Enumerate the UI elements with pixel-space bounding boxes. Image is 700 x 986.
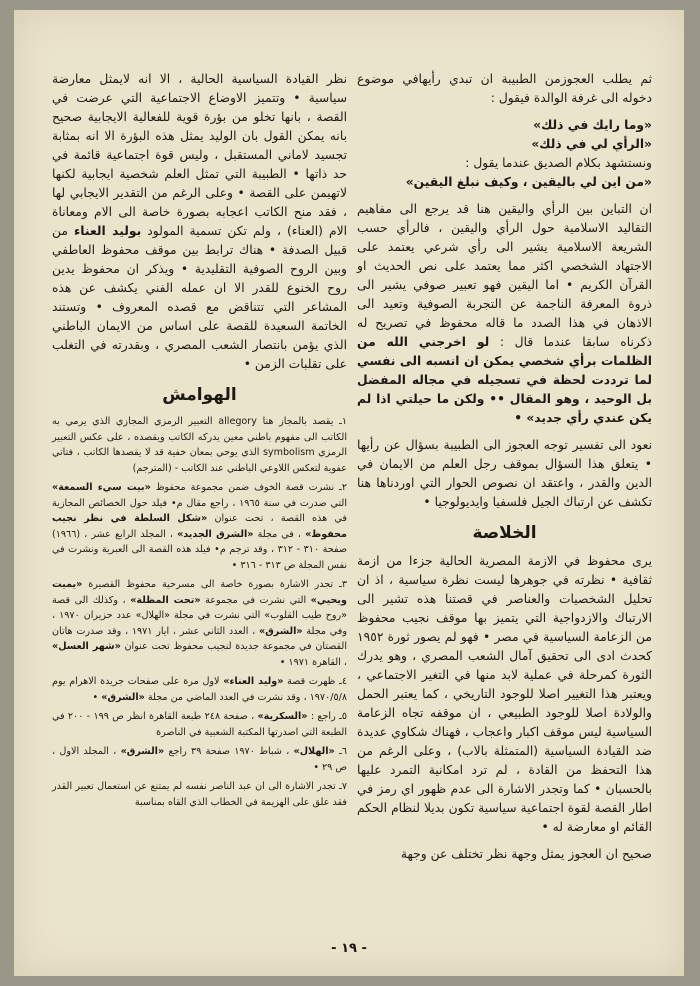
footnote-text: ١ـ يقصد بالمجاز هنا [262, 416, 347, 427]
footnote-text: ٢ـ نشرت قصة الخوف ضمن مجموعة محفوظ [155, 482, 347, 493]
paragraph [357, 200, 652, 428]
paragraph: صحيح ان العجوز يمثل وجهة نظر تختلف عن وجهة [400, 847, 652, 861]
footnote [52, 480, 347, 573]
footnote-text: ٥ـ راجع : [310, 711, 347, 722]
footnote-text: ، شباط ١٩٧٠ صفحة ٣٩ راجع [168, 746, 290, 757]
footnote-english-term: allegory [218, 416, 257, 427]
footnote [52, 577, 347, 670]
left-column [52, 70, 347, 814]
paragraph-text: ان التباين بين الرأي واليقين هنا قد يرجع الى مفاهيم التقاليد الاسلامية حول الرأي واليقين ، فالرأي حسب الشريعة الاسلامية يشير الى رأي شرعي يعتمد على الاجتهاد الشخصي اكثر مما يعتمد على نص الحديث او القرآن الكريم • اما اليقين فهو تعبير صوفي يشير الى ذروة المعرفة الناجمة عن التجربة الصوفية وتعيد الى الاذهان في هذا الصدد ما قاله محفوظ في تصريح له ذكرناه سابقا عندما قال : [357, 202, 652, 349]
footnote-text: ، صفحة ٢٤٨ طبعة القاهرة انظر ص ١٩٩ - ٢٠٠ في الطبعة التي اصدرتها المكتبة الشعبية في الناصرة [52, 711, 347, 738]
footnote-text: التي صدرت في سنة ١٩٦٥ ، راجع مقال م• فيلد حول الخصائص المجازية في هذه القصة ، تحت عنوان [52, 497, 347, 524]
footnote: ٧ـ تجدر الاشارة الى ان عبد الناصر نفسه لم يمتنع عن استعمال تعبير القدر فقد علق على الهزيمة في الخطاب الذي القاه بمناسبة [52, 781, 347, 808]
paragraph-text: نظر القيادة السياسية الحالية ، الا انه لايمثل معارضة سياسية • وتتميز الاوضاع الاجتماعية التي عرضت في القصة ، بانها تخلو من بؤرة قوية للفعالية الايجابية صحيح بانه يمكن القول بان الوليد يمثل هذه البؤرة الا انه بمثابة تجسيد لاماني المستقبل ، وليس قوة اجتماعية قائمة في حد ذاتها • الطبيبة التي تمثل العلم شخصية ايجابية لكنها لاتهيمن على القصة • وعلى الرغم من التقدير الايجابي لها ، فقد منح الكاتب اعجابه بصورة خاصة الى الام ومعاناة الام (العناء) ، ولم تكن تسمية المولود [52, 72, 347, 238]
footnote [52, 744, 347, 775]
quote: «من اين لي باليقين ، وكيف نبلغ اليقين» [405, 175, 652, 189]
paragraph [52, 70, 347, 374]
quote: «وما رايك في ذلك» [533, 118, 652, 132]
paragraph: يرى محفوظ في الازمة المصرية الحالية جزءا من ازمة ثقافية • نظرته في جوهرها ليست نظرة سياسية ، اذ ان تحليل الشخصيات والعناصر في قصتنا هذه تشير الى الارتباك والازدواجية التي يتميز بها موقف نجيب محفوظ من الزعامة السياسية في مصر • فهو لم يصور ثورة ١٩٥٢ كحدث ادى الى تحقيق آمال الشعب المصري ، وهو يدرك الثورة كمرحلة في عملية لابد منها في التغير الاجتماعي ، ويعتبر هذا التغيير اصلا للوجود التاريخي ، كما يعتبر الحمل والولادة اصلا للوجود الطبيعي ، ان موقفه تجاه الزعامة السياسية ليس موقف اكبار واعجاب ، فهناك شكاوي عديدة ضد القيادة السياسية (المتمثلة بالاب) ، وعلى الرغم من هذا التحفظ من القادة ، لم ترد امكانية التمرد عليها بالحسبان • كما وتجدر الاشارة الى عدم ظهور اي رمز في اطار القصة لقوة اجتماعية سياسية تكون بديلا لنظام الحكم القائم او معارضة له • [357, 554, 652, 834]
footnote-text: ، وكذلك الى قصة «روح طيب القلوب» التي نشرت في مجلة «الهلال» عدد حزيران ١٩٧٠ ، وفي مجلة [52, 594, 347, 637]
right-column [357, 70, 652, 872]
footnote-text: ٦ـ [339, 746, 347, 757]
paragraph-quote: لو اخرجني الله من الظلمات برأي شخصي يمكن ان انسبه الى نفسي لما ترددت لحظة في تسجيله في مجاله المفضل بل الوحيد ، وهو المقال •• ولكن ما حيلتي اذا لم يكن عندي رأي جديد» • [357, 335, 652, 425]
footnote-text: لاول مرة على صفحات جريدة الاهرام يوم ١٩٧٠/٥/٨ ، وقد نشرت في العدد الماضي من مجلة [52, 676, 347, 703]
footnote-title: «السكرية» [257, 711, 308, 722]
notes-heading: الهوامش [162, 385, 237, 405]
footnote-text: ، المجلد الاول ، ص ٢٩ • [52, 746, 347, 773]
footnote-title: «الشرق» [120, 746, 165, 757]
footnote-text: التعبير الرمزي المجازي الذي يرمي به الكاتب الى مفهوم باطني معين يدركه الكاتب ويقصده ، على عكس التعبير الرمزي [52, 416, 347, 458]
page-number: - ١٩ - [331, 941, 367, 956]
footnote-english-term: symbolism [262, 447, 315, 458]
footnote [52, 414, 347, 476]
footnote-title: «شهر العسل» [52, 641, 121, 652]
footnote-text: ، في مجلة [257, 528, 301, 540]
footnote-title: «تحت المظلة» [130, 594, 201, 606]
conclusion-heading: الخلاصة [472, 523, 537, 543]
footnote-title: «شكل السلطة في نظر نجيب محفوظ» [52, 513, 347, 540]
magazine-page [14, 10, 684, 976]
footnote-text: ، المجلد الرابع عشر ، (١٩٦٦) صفحة ٣١٠ - ٣١٢ ، وقد ترجم م• فيلد هذه القصة الى العبرية ونشرت في نفس المجلة ص ٣١٣ - ٣١٦ • [52, 528, 347, 571]
footnote-title: «وليد العناء» [223, 676, 284, 687]
footnote-title: «يميت ويحيي» [52, 579, 347, 606]
footnote [52, 674, 347, 705]
footnote-text: ٤ـ ظهرت قصة [287, 676, 347, 687]
footnote-text: ، العدد الثاني عشر ، ايار ١٩٧١ ، وقد صدرت هاتان القصتان في مجموعة جديدة لنجيب محفوظ تحت عنوان [52, 625, 347, 652]
footnote-text: التي نشرت في مجموعة [205, 594, 307, 606]
paragraph-text: من قبيل الصدفة • هناك ترابط بين موقف محفوظ العاطفي وبين الروح الصوفية التقليدية • ويذكر ان محفوظ يدين روح الخنوع للقدر الا ان عمله الفني يكشف عن هذه المشاعر التي تتناقض مع قصده المعروف • وتستند الخاتمة السعيدة للقصة على اساس من الايمان الباطني الذي يؤمن بانتصار الشعب المصري ، وبقدرته في التغلب على تقلبات الزمن • [52, 224, 347, 371]
quote: «الرأي لي في ذلك» [531, 137, 652, 151]
footnote-text: • [92, 691, 99, 703]
footnote-title: «بيت سيء السمعة» [52, 482, 151, 493]
footnote [52, 709, 347, 740]
footnote-text: ، القاهرة ١٩٧١ • [279, 656, 347, 668]
paragraph: ونستشهد بكلام الصديق عندما يقول : [465, 156, 652, 170]
paragraph: ثم يطلب العجوزمن الطبيبة ان تبدي رأيهافي موضوع دخوله الى غرفة الوالدة فيقول : [357, 72, 652, 105]
paragraph-bold: بوليد العناء [74, 224, 142, 238]
footnote-text: ٣ـ تجدر الاشارة بصورة خاصة الى مسرحية محفوظ القصيرة [88, 579, 347, 590]
footnote-title: «الشرق الجديد» [177, 528, 254, 540]
footnote-title: «الشرق» [101, 691, 145, 703]
footnote-title: «الشرق» [259, 625, 303, 637]
footnote-text: الذي يوحي بمعان خفية قد لا يقصدها الكاتب ، فتاتي عفوية لتعكس اللاوعي الباطني عند الكاتب - (المترجم) [52, 447, 347, 474]
footnote-title: «الهلال» [293, 746, 335, 757]
paragraph: نعود الى تفسير توجه العجوز الى الطبيبة بسؤال عن رأيها • يتعلق هذا السؤال بموقف رجل العلم من الايمان في الدين والقدر ، واعتقد ان نصوص الحوار التي اوردناها هنا تكشف عن ارتباك الجيل فلسفيا وايديولوجيا • [357, 438, 652, 509]
